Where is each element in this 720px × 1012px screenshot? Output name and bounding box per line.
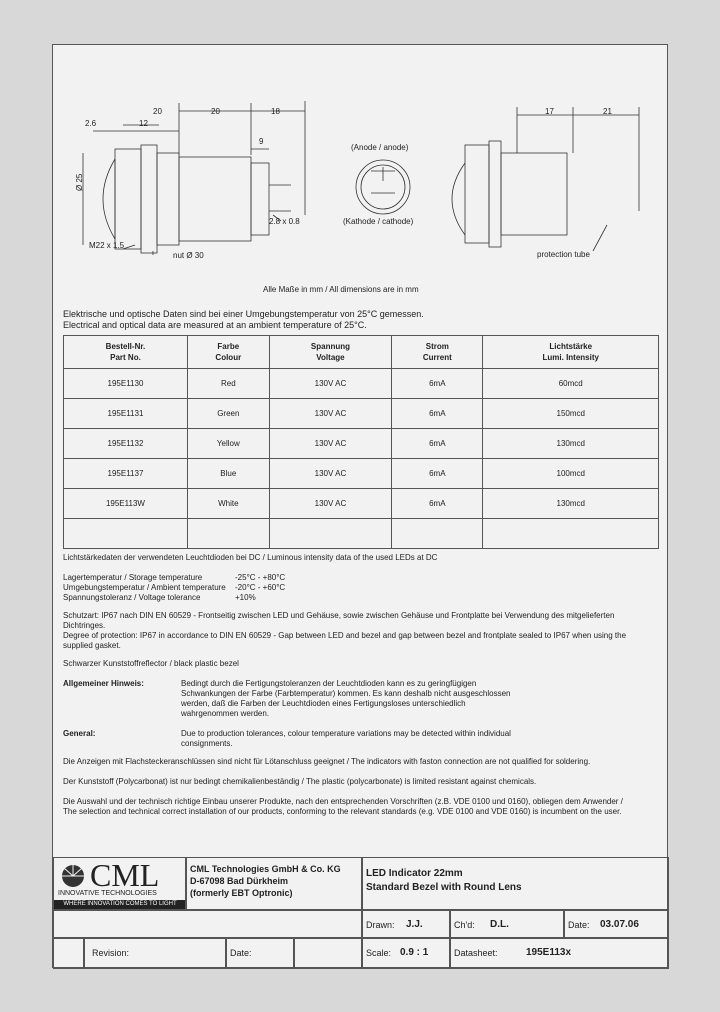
cell-part-no: 195E1131 (64, 399, 188, 429)
technical-drawing (53, 45, 667, 285)
logo-text: CML (90, 857, 160, 893)
cell-colour: White (187, 489, 269, 519)
table-row (64, 369, 659, 399)
datasheet-value: 195E113x (526, 947, 572, 958)
scale-value: 0.9 : 1 (400, 947, 429, 958)
header-current: Strom Current (392, 336, 483, 369)
dim-thread: M22 x 1.5 (89, 241, 125, 250)
general-de-text: Bedingt durch die Fertigungstoleranzen der Leuchtdioden kann es zu geringfügigen Schwankungen der Farbe (Farbtemperatur) kommen. Es kann deshalb nicht ausgeschlossen werden, daß die Farben der Leuchtdioden eines Fertigungsloses unterschiedlich wahrgenommen werden. (181, 679, 511, 718)
table-row (64, 399, 659, 429)
revision-blank-cell (293, 937, 363, 969)
revision-date-cell (225, 937, 295, 969)
spec-ambient (63, 583, 285, 593)
date-value: 03.07.06 (600, 919, 639, 930)
spec-value: -25°C - +80°C (235, 573, 286, 582)
cell-colour: Red (187, 369, 269, 399)
logo-sub: INNOVATIVE TECHNOLOGIES (58, 890, 157, 897)
drawn-label: Drawn: (366, 920, 395, 930)
protection-tube-label: protection tube (537, 250, 590, 259)
product-box (361, 857, 669, 911)
header-colour: Farbe Colour (187, 336, 269, 369)
revision-label: Revision: (92, 948, 130, 958)
dim-17: 17 (545, 107, 554, 116)
intro-de: Elektrische und optische Daten sind bei einer Umgebungstemperatur von 25°C gemessen. (63, 309, 424, 319)
datasheet-sheet (52, 44, 668, 968)
protection-en: Degree of protection: IP67 in accordance to DIN EN 60529 - Gap between LED and bezel and gap between bezel and frontplate sealed to IP67 when using the supplied gasket. (63, 631, 627, 650)
anode-label: (Anode / anode) (351, 143, 409, 152)
cell-colour: Green (187, 399, 269, 429)
cell-voltage: 130V AC (269, 489, 392, 519)
connector-view (356, 160, 410, 214)
dim-2-6: 2.6 (85, 119, 97, 128)
intensity-note: Lichtstärkedaten der verwendeten Leuchtdioden bei DC / Luminous intensity data of the used LEDs at DC (63, 553, 438, 562)
cell-part-no (64, 519, 188, 549)
cell-part-no: 195E113W (64, 489, 188, 519)
product-title: LED Indicator 22mm (366, 868, 463, 879)
cell-intensity: 150mcd (483, 399, 659, 429)
dimensions-note: Alle Maße in mm / All dimensions are in mm (263, 285, 419, 294)
protection-de: Schutzart: IP67 nach DIN EN 60529 - Frontseitig zwischen LED und Gehäuse, sowie zwischen Gehäuse und Frontplatte bei Verwendung des mitgelieferten Dichtringes. (63, 611, 615, 630)
cell-current: 6mA (392, 459, 483, 489)
note-installation-en: The selection and technical correct installation of our products, conforming to the relevant standards (e.g. VDE 0100 and VDE 0160) is incumbent on the user. (63, 807, 622, 816)
date-cell (563, 909, 669, 939)
company-former: (formerly EBT Optronic) (190, 888, 293, 898)
header-part-no: Bestell-Nr. Part No. (64, 336, 188, 369)
checked-label: Ch'd: (454, 920, 475, 930)
revision-cell (83, 937, 227, 969)
datasheet-label: Datasheet: (454, 948, 498, 958)
table-row (64, 459, 659, 489)
dim-18: 18 (271, 107, 280, 116)
note-installation-de: Die Auswahl und der technisch richtige Einbau unserer Produkte, nach den entsprechenden Vorschriften (z.B. VDE 0100 und 0160), obliegen dem Anwender / (63, 797, 623, 806)
dim-9: 9 (259, 137, 264, 146)
spec-label: Spannungstoleranz / Voltage tolerance (63, 593, 201, 602)
cell-part-no: 195E1132 (64, 429, 188, 459)
cell-current: 6mA (392, 489, 483, 519)
checked-value: D.L. (490, 919, 509, 930)
spec-label: Lagertemperatur / Storage temperature (63, 573, 203, 582)
company-name: CML Technologies GmbH & Co. KG (190, 864, 341, 874)
dim-nut: nut Ø 30 (173, 251, 204, 260)
cell-part-no: 195E1137 (64, 459, 188, 489)
side-view-drawing (83, 101, 305, 255)
general-en-label: General: (63, 729, 96, 738)
general-de-label: Allgemeiner Hinweis: (63, 679, 144, 688)
cell-intensity: 130mcd (483, 429, 659, 459)
drawn-value: J.J. (406, 919, 423, 930)
cathode-label: (Kathode / cathode) (343, 217, 414, 226)
scale-cell (361, 937, 451, 969)
dim-21: 21 (603, 107, 612, 116)
intro-en: Electrical and optical data are measured at an ambient temperature of 25°C. (63, 320, 367, 330)
cell-colour: Yellow (187, 429, 269, 459)
cell-colour: Blue (187, 459, 269, 489)
right-lens (452, 163, 465, 235)
nut (141, 145, 157, 253)
note-soldering: Die Anzeigen mit Flachsteckeranschlüssen sind nicht für Lötanschluss geeignet / The indicators with faston connection are not qualified for soldering. (63, 757, 591, 766)
company-box (185, 857, 363, 911)
note-chemicals: Der Kunststoff (Polycarbonat) ist nur bedingt chemikalienbeständig / The plastic (polycarbonate) is limited resistant against chemicals. (63, 777, 537, 786)
bezel (115, 149, 141, 249)
cell-current: 6mA (392, 399, 483, 429)
cell-intensity: 60mcd (483, 369, 659, 399)
table-row (64, 429, 659, 459)
datasheet-cell (449, 937, 669, 969)
product-subtitle: Standard Bezel with Round Lens (366, 882, 522, 893)
spec-storage (63, 573, 285, 583)
spec-voltage-tolerance (63, 593, 285, 603)
led-data-table (63, 335, 659, 549)
cell-colour (187, 519, 269, 549)
header-voltage: Spannung Voltage (269, 336, 392, 369)
dim-12: 12 (139, 119, 148, 128)
logo-tagline: WHERE INNOVATION COMES TO LIGHT (54, 900, 186, 909)
table-row (64, 489, 659, 519)
company-address: D-67098 Bad Dürkheim (190, 876, 289, 886)
spec-value: +10% (235, 593, 256, 602)
cell-intensity (483, 519, 659, 549)
revision-date-label: Date: (230, 948, 252, 958)
drawn-cell (361, 909, 451, 939)
checked-cell (449, 909, 565, 939)
cell-current (392, 519, 483, 549)
blank-cell (53, 909, 363, 939)
dim-20-a: 20 (153, 107, 162, 116)
cell-voltage (269, 519, 392, 549)
cell-current: 6mA (392, 369, 483, 399)
dim-terminal: 2.8 x 0.8 (269, 217, 300, 226)
revision-index-cell (53, 937, 85, 969)
logo-burst-icon (58, 862, 88, 890)
header-intensity: Lichtstärke Lumi. Intensity (483, 336, 659, 369)
cell-voltage: 130V AC (269, 369, 392, 399)
front-view-drawing (452, 107, 639, 251)
table-row (64, 519, 659, 549)
cell-part-no: 195E1130 (64, 369, 188, 399)
dim-20-b: 20 (211, 107, 220, 116)
cell-intensity: 130mcd (483, 489, 659, 519)
bezel-note: Schwarzer Kunststoffreflector / black plastic bezel (63, 659, 239, 668)
spec-value: -20°C - +60°C (235, 583, 286, 592)
title-block (53, 857, 667, 967)
spec-list (63, 573, 285, 603)
cell-current: 6mA (392, 429, 483, 459)
general-en-text: Due to production tolerances, colour temperature variations may be detected within individual consignments. (181, 729, 511, 748)
cell-voltage: 130V AC (269, 429, 392, 459)
scale-label: Scale: (366, 948, 392, 958)
protection-tube-shape (501, 153, 567, 235)
spec-label: Umgebungstemperatur / Ambient temperature (63, 583, 226, 592)
cell-voltage: 130V AC (269, 399, 392, 429)
housing (179, 157, 251, 241)
dim-diameter-25: Ø 25 (75, 173, 84, 191)
cell-voltage: 130V AC (269, 459, 392, 489)
cell-intensity: 100mcd (483, 459, 659, 489)
lens-dome (103, 159, 115, 239)
logo-box (53, 857, 187, 911)
date-label: Date: (568, 920, 590, 930)
